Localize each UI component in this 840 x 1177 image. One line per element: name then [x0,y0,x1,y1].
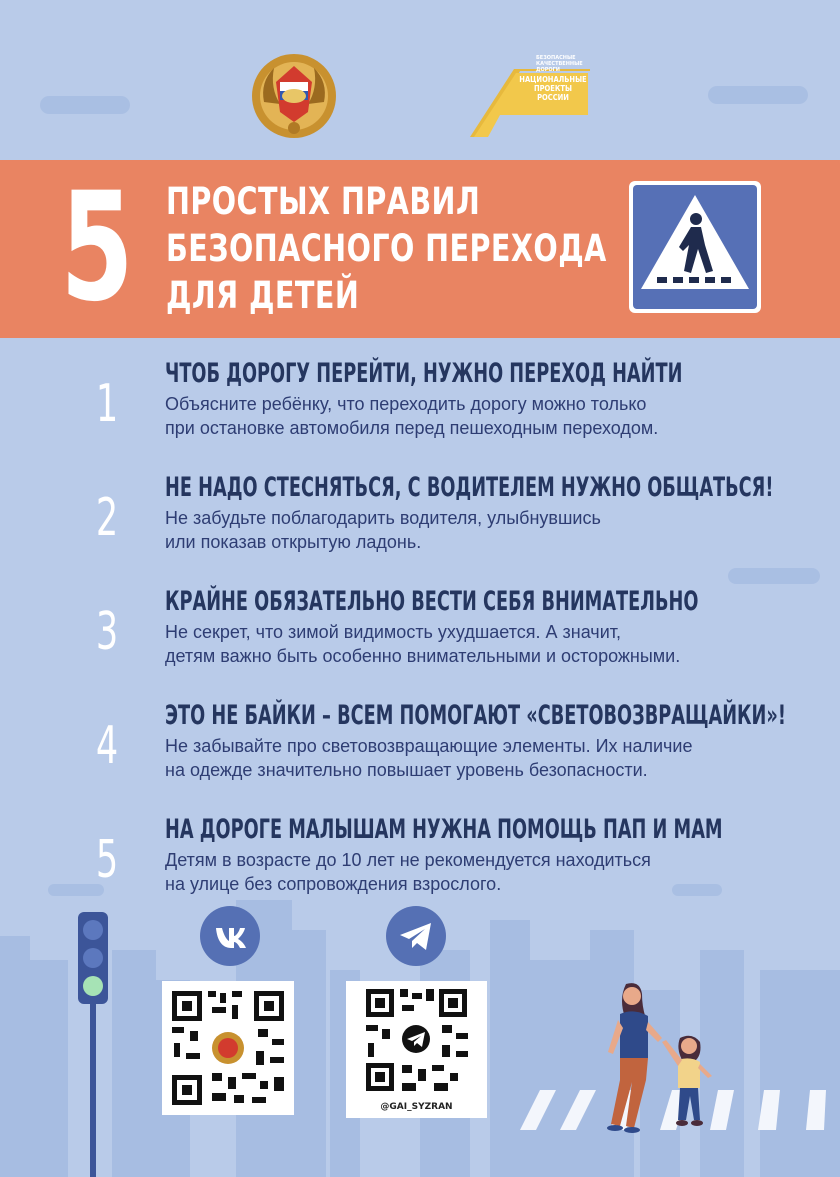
vk-qr-code[interactable] [162,981,294,1115]
rule-item [0,700,840,810]
rule-description-line: на улице без сопровождения взрослого. [165,874,502,894]
rule-description-line: или показав открытую ладонь. [165,532,422,552]
rule-description [165,392,658,440]
traffic-light-illustration [72,912,116,1177]
telegram-qr-code[interactable] [346,981,487,1118]
telegram-icon[interactable] [386,906,446,966]
mother-and-child-illustration [596,980,736,1135]
vk-icon[interactable] [200,906,260,966]
rule-description [165,506,601,554]
rule-description [165,620,680,668]
gibdd-emblem-icon [250,52,338,140]
cloud-decoration [40,96,130,114]
rule-number: 5 [95,830,119,890]
rule-number: 3 [95,602,119,662]
vk-logo-icon [200,906,260,966]
telegram-logo-icon [386,906,446,966]
rule-description-line: Не забывайте про световозвращающие элементы. Их наличие [165,736,693,756]
banner-number: 5 [60,161,134,335]
rule-description-line: Не секрет, что зимой видимость ухудшается. А значит, [165,622,621,642]
qr-code-pattern [162,981,294,1115]
rule-number: 2 [95,488,119,548]
rule-description-line: на одежде значительно повышает уровень безопасности. [165,760,648,780]
rule-heading: ЧТОБ ДОРОГУ ПЕРЕЙТИ, НУЖНО ПЕРЕХОД НАЙТИ [165,358,683,389]
title-line-3: ДЛЯ ДЕТЕЙ [166,274,360,317]
np-big-text [518,75,588,102]
np-line-2: ПРОЕКТЫ [533,84,573,93]
title-line-1: ПРОСТЫХ ПРАВИЛ [166,180,481,223]
national-projects-logo [470,55,590,140]
rule-description-line: Объясните ребёнку, что переходить дорогу можно только [165,394,647,414]
cloud-decoration [708,86,808,104]
rule-heading: НА ДОРОГЕ МАЛЫШАМ НУЖНА ПОМОЩЬ ПАП И МАМ [165,814,723,845]
rule-number: 1 [95,374,119,434]
rule-description [165,848,651,896]
np-small-text: БЕЗОПАСНЫЕ КАЧЕСТВЕННЫЕ ДОРОГИ [536,55,583,73]
rule-number: 4 [95,716,119,776]
rule-heading: ЭТО НЕ БАЙКИ – ВСЕМ ПОМОГАЮТ «СВЕТОВОЗВРАЩАЙКИ»! [165,700,786,731]
rule-item [0,472,840,582]
pedestrian-crossing-sign-icon [629,181,761,313]
np-line-3: РОССИИ [537,93,569,102]
rule-item [0,586,840,696]
rule-description-line: при остановке автомобиля перед пешеходным переходом. [165,418,659,438]
rule-description [165,734,693,782]
sign-triangle-icon [633,185,757,309]
title-line-2: БЕЗОПАСНОГО ПЕРЕХОДА [166,227,607,270]
page-title [166,178,626,319]
rule-heading: НЕ НАДО СТЕСНЯТЬСЯ, С ВОДИТЕЛЕМ НУЖНО ОБЩАТЬСЯ! [165,472,774,503]
rule-heading: КРАЙНЕ ОБЯЗАТЕЛЬНО ВЕСТИ СЕБЯ ВНИМАТЕЛЬНО [165,586,699,617]
rule-description-line: Не забудьте поблагодарить водителя, улыбнувшись [165,508,601,528]
np-line-1: НАЦИОНАЛЬНЫЕ [519,75,587,84]
rule-description-line: детям важно быть особенно внимательными и осторожными. [165,646,681,666]
rule-description-line: Детям в возрасте до 10 лет не рекомендуется находиться [165,850,651,870]
qr-code-pattern [346,981,487,1101]
telegram-handle: @GAI_SYZRAN [380,1102,453,1112]
sign-background [633,185,757,309]
rule-item [0,358,840,468]
